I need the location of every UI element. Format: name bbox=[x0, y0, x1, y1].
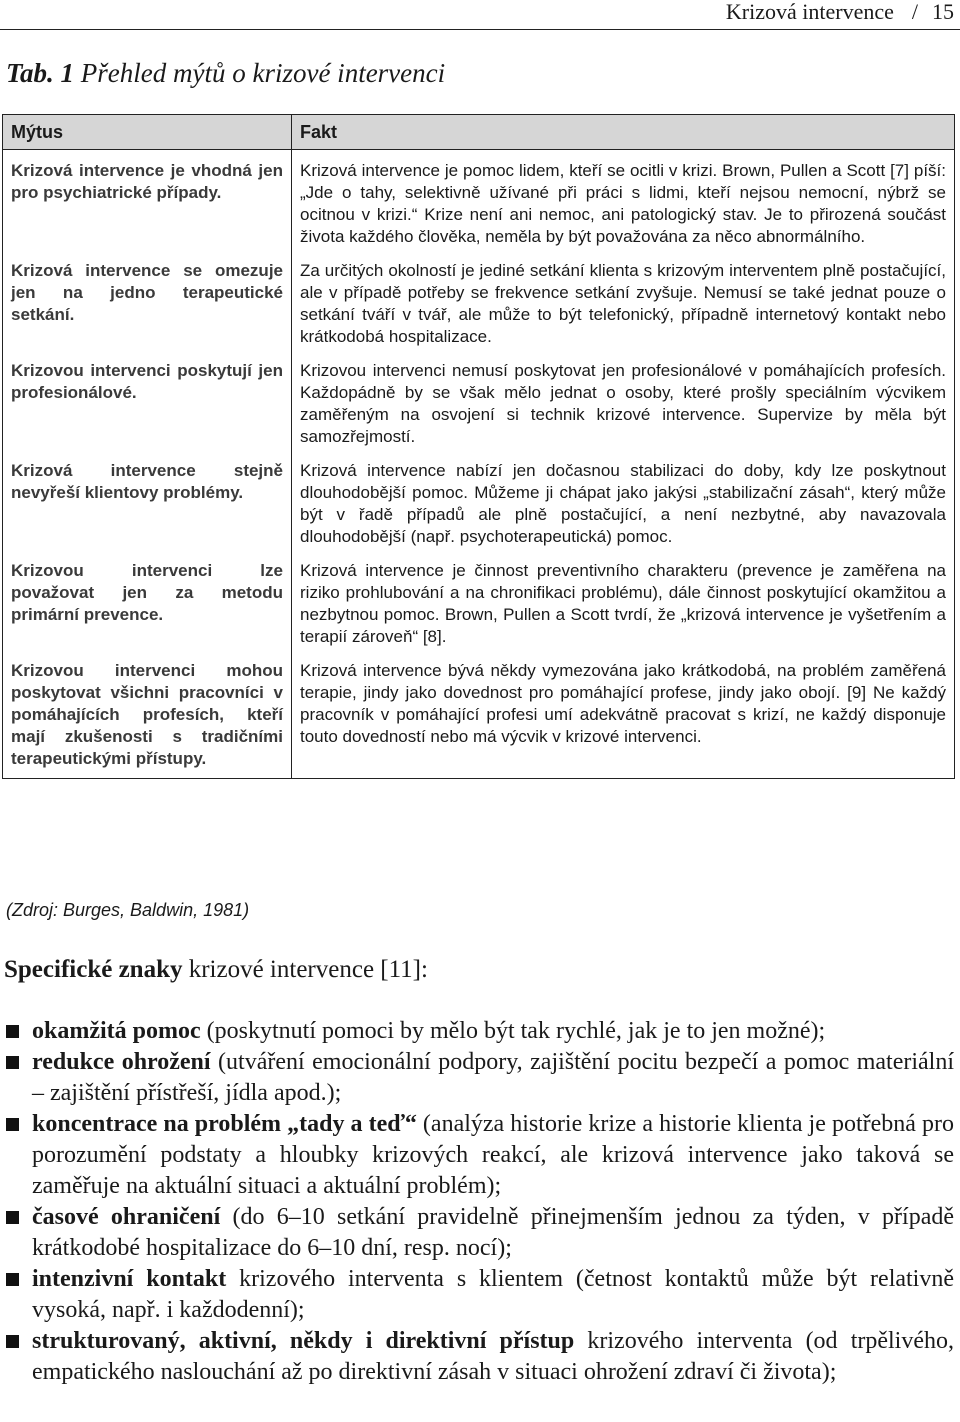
list-item-term: okamžitá pomoc bbox=[32, 1018, 201, 1044]
list-item-text: (analýza historie krize a historie klienta je potřebná pro porozumění podstaty a hloubky krizových reakcí, ale krizová intervence jako taková se zaměřuje na aktuální situaci a aktuální problém); bbox=[32, 1111, 954, 1199]
running-head bbox=[726, 0, 954, 25]
list-item-text: krizového interventa s klientem (četnost kontaktů může být relativně vysoká, např. i každodenní); bbox=[32, 1266, 954, 1323]
list-item-term: strukturovaný, aktivní, někdy i direktivní přístup bbox=[32, 1328, 575, 1354]
table-caption bbox=[6, 58, 445, 89]
myths-table bbox=[2, 114, 955, 779]
table-row bbox=[3, 560, 955, 660]
signs-list bbox=[4, 1016, 954, 1388]
column-header-myth: Mýtus bbox=[3, 115, 292, 150]
table-row bbox=[3, 260, 955, 360]
fact-cell: Krizová intervence bývá někdy vymezována jako krátkodobá, na problém zaměřená terapie, jindy jako dovednost pro pomáhající profese, jindy jako obojí. [9] Ne každý pracovník v pomáhající profesi umí adekvátně pracovat s krizí, ne každý disponuje touto dovedností nebo má výcvik v krizové intervenci. bbox=[300, 661, 946, 746]
table-caption-text: Přehled mýtů o krizové intervenci bbox=[80, 58, 446, 88]
list-item-term: časové ohraničení bbox=[32, 1204, 221, 1230]
list-item-term: redukce ohrožení bbox=[32, 1049, 211, 1075]
section-heading-bold: Specifické znaky bbox=[4, 956, 183, 983]
list-item bbox=[4, 1326, 954, 1388]
table-row bbox=[3, 660, 955, 779]
page-header bbox=[0, 0, 960, 24]
square-bullet-icon bbox=[6, 1211, 19, 1224]
myth-cell: Krizová intervence se omezuje jen na jedno terapeutické setkání. bbox=[3, 260, 292, 360]
list-item-term: koncentrace na problém „tady a teď“ bbox=[32, 1111, 417, 1137]
myth-cell: Krizovou intervenci poskytují jen profesionálové. bbox=[3, 360, 292, 460]
section-heading bbox=[4, 956, 428, 984]
chapter-title: Krizová intervence bbox=[725, 0, 894, 24]
list-item bbox=[4, 1109, 954, 1202]
fact-cell: Krizová intervence je činnost preventivního charakteru (prevence je zaměřena na riziko prohlubování a na chronifikaci problému), dále činnost poskytující okamžitou a nezbytnou pomoc. Brown, Pullen a Scott tvrdí, že „krizová intervence je vyšetřením a terapií zároveň“ [8]. bbox=[300, 561, 946, 646]
table-caption-label: Tab. 1 bbox=[6, 58, 75, 88]
table-header-row bbox=[3, 115, 955, 150]
myth-cell: Krizová intervence stejně nevyřeší klientovy problémy. bbox=[3, 460, 292, 560]
list-item bbox=[4, 1202, 954, 1264]
header-separator: / bbox=[911, 0, 918, 24]
list-item-text: krizového interventa (od trpělivého, empatického naslouchání až po direktivní zásah v situaci ohrožení zdraví či života); bbox=[32, 1328, 954, 1385]
section-heading-rest: krizové intervence [11]: bbox=[182, 956, 428, 983]
fact-cell: Za určitých okolností je jediné setkání klienta s krizovým interventem plně postačující, ale v případě potřeby se frekvence setkání zvyšuje. Nemusí se také jednat pouze o setkání tváří v tvář, ale může to být telefonický, případně internetový kontakt nebo krátkodobá hospitalizace. bbox=[300, 261, 946, 346]
myth-cell: Krizová intervence je vhodná jen pro psychiatrické případy. bbox=[3, 150, 292, 261]
fact-cell: Krizovou intervenci nemusí poskytovat jen profesionálové v pomáhajících profesích. Každopádně by se však mělo jednat o osoby, které prošly speciálním výcvikem zaměřeným na osvojení si technik krizové intervence. Supervize by měla být samozřejmostí. bbox=[300, 361, 946, 446]
list-item bbox=[4, 1047, 954, 1109]
square-bullet-icon bbox=[6, 1025, 19, 1038]
list-item-text: (utváření emocionální podpory, zajištění pocitu bezpečí a pomoc materiální – zajištění přístřeší, jídla apod.); bbox=[32, 1049, 954, 1106]
list-item bbox=[4, 1016, 954, 1047]
list-item-text: (poskytnutí pomoci by mělo být tak rychlé, jak je to jen možné); bbox=[200, 1018, 826, 1044]
page-number: 15 bbox=[932, 0, 954, 24]
table-row bbox=[3, 460, 955, 560]
list-item-term: intenzivní kontakt bbox=[32, 1266, 227, 1292]
fact-cell: Krizová intervence je pomoc lidem, kteří se ocitli v krizi. Brown, Pullen a Scott [7] píší: „Jde o tahy, selektivně užívané při práci s lidmi, kteří nejsou nemocní, nýbrž se ocitnou v krizi.“ Krize není ani nemoc, ani patologický stav. Je to přirozená součást života každého člověka, neměla by být považována za něco abnormálního. bbox=[300, 161, 946, 246]
table-row bbox=[3, 150, 955, 261]
header-rule bbox=[0, 29, 960, 30]
table-source: (Zdroj: Burges, Baldwin, 1981) bbox=[6, 900, 250, 920]
square-bullet-icon bbox=[6, 1335, 19, 1348]
myth-cell: Krizovou intervenci lze považovat jen za metodu primární prevence. bbox=[3, 560, 292, 660]
column-header-fact: Fakt bbox=[292, 115, 955, 150]
square-bullet-icon bbox=[6, 1118, 19, 1131]
fact-cell: Krizová intervence nabízí jen dočasnou stabilizaci do doby, kdy lze poskytnout dlouhodobější pomoc. Můžeme ji chápat jako jakýsi „stabilizační zásah“, který může být v řadě případů ale plně postačující, a není nezbytné, aby navazovala dlouhodobější (např. psychoterapeutická) pomoc. bbox=[300, 461, 946, 546]
myth-cell: Krizovou intervenci mohou poskytovat všichni pracovníci v pomáhajících profesích, kteří mají zkušenosti s tradičními terapeutickými přístupy. bbox=[3, 660, 292, 779]
square-bullet-icon bbox=[6, 1056, 19, 1069]
list-item bbox=[4, 1264, 954, 1326]
list-item-text: (do 6–10 setkání pravidelně přinejmenším jednou za týden, v případě krátkodobé hospitalizace do 6–10 dní, resp. nocí); bbox=[32, 1204, 954, 1261]
table-row bbox=[3, 360, 955, 460]
square-bullet-icon bbox=[6, 1273, 19, 1286]
